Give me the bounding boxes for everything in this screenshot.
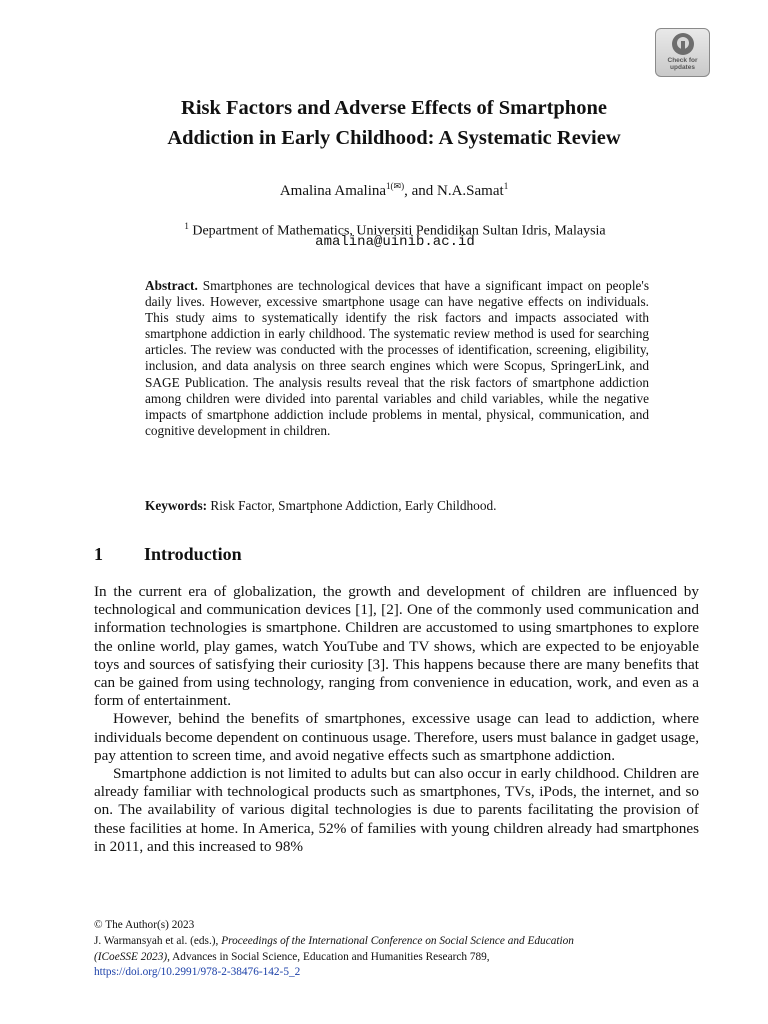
author-affiliation-marker: 1(✉): [386, 181, 405, 191]
citation-conference-abbrev: (ICoeSSE 2023): [94, 950, 168, 963]
abstract-label: Abstract.: [145, 278, 198, 293]
citation-editors: J. Warmansyah et al. (eds.),: [94, 934, 219, 947]
section-heading: [94, 544, 242, 565]
section-number: 1: [94, 544, 103, 564]
copyright-notice: © The Author(s) 2023: [94, 919, 195, 931]
author-name: Amalina Amalina: [279, 183, 387, 199]
paragraph: Smartphone addiction is not limited to adults but can also occur in early childhood. Children are already familiar with technological products such as smartphones, TVs, iPods, the internet, and so on. The availability of various digital technologies is due to parents facilitating the provision of these facilities at home. In America, 52% of families with young children already had smartphones in 2011, and this increased to 98%: [94, 765, 699, 855]
citation-series-text: , Advances in Social Science, Education and Humanities Research 789,: [167, 950, 490, 963]
title-line-1: Risk Factors and Adverse Effects of Smartphone: [181, 97, 607, 119]
author-list: [0, 181, 768, 200]
page-footer: [94, 918, 714, 981]
keywords: [145, 498, 649, 514]
author-email[interactable]: amalina@uinib.ac.id: [315, 234, 475, 250]
citation-series: [94, 950, 714, 966]
author-separator: , and: [404, 183, 438, 199]
title-line-2: Addiction in Early Childhood: A Systematic Review: [167, 127, 621, 149]
doi-link[interactable]: https://doi.org/10.2991/978-2-38476-142-5_2: [94, 966, 301, 979]
abstract: [145, 278, 649, 439]
paper-title: [60, 93, 728, 153]
check-for-updates-icon: [672, 33, 694, 55]
paragraph: In the current era of globalization, the growth and development of children are influenced by technological and communication devices [1], [2]. One of the commonly used communication and information technologies is smartphone. Children are accustomed to using smartphones to explore the online world, play games, watch YouTube and TV shows, which are expected to be enjoyable toys and sources of satisfying their curiosity [3]. This happens because there are many benefits that can be gained from using technology, ranging from convenience in education, work, and even as a form of entertainment.: [94, 583, 699, 710]
badge-label: [659, 57, 707, 71]
keywords-text: Risk Factor, Smartphone Addiction, Early Childhood.: [210, 498, 497, 513]
paragraph: However, behind the benefits of smartphones, excessive usage can lead to addiction, where individuals become dependent on continuous usage. Therefore, users must balance in gadget usage, pay attention to screen time, and avoid negative effects such as smartphone addiction.: [94, 710, 699, 764]
affiliation-text: Department of Mathematics, Universiti Pendidikan Sultan Idris, Malaysia: [192, 223, 606, 239]
citation-line: [94, 934, 714, 950]
author-affiliation-marker: 1: [503, 181, 509, 191]
badge-label-line2: updates: [670, 64, 695, 71]
body-text: [94, 583, 699, 856]
section-title: Introduction: [144, 544, 242, 564]
badge-label-line1: Check for: [667, 57, 698, 64]
keywords-label: Keywords:: [145, 498, 208, 513]
abstract-text: Smartphones are technological devices that have a significant impact on people's daily lives. However, excessive smartphone usage can have negative effects on individuals. This study aims to systematically identify the risk factors and impacts associated with smartphone addiction in early childhood. The systematic review method is used for searching articles. The review was conducted with the processes of identification, screening, eligibility, inclusion, and data analysis on three search engines which were Scopus, SpringerLink, and SAGE Publication. The analysis results reveal that the risk factors of smartphone addiction among children were divided into parental variables and child variables, while the negative impacts of smartphone addiction include problems in mental, physical, communication, and cognitive development in children.: [145, 278, 649, 438]
citation-proceedings: Proceedings of the International Conference on Social Science and Education: [221, 934, 574, 947]
check-for-updates-badge[interactable]: [655, 28, 710, 77]
author-name: N.A.Samat: [437, 183, 504, 199]
affiliation-marker: 1: [184, 221, 189, 231]
